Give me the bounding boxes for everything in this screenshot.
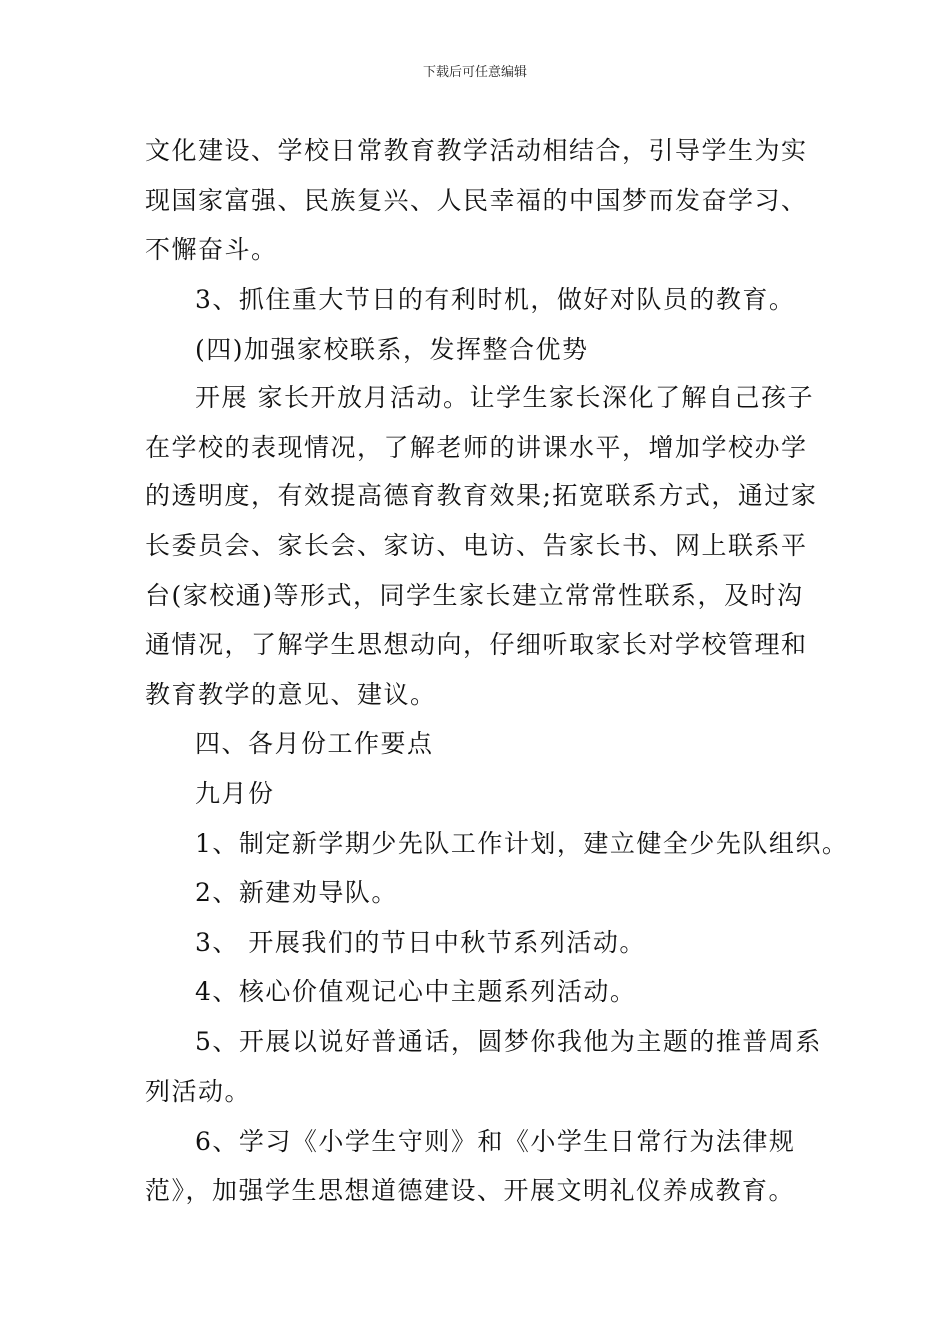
text-line: 开展 家长开放月活动。让学生家长深化了解自己孩子: [195, 383, 814, 412]
text-line: 的透明度，有效提高德育教育效果;拓宽联系方式，通过家: [145, 481, 818, 510]
text-line: 范》，加强学生思想道德建设、开展文明礼仪养成教育。: [145, 1176, 796, 1205]
text-line: 现国家富强、民族复兴、人民幸福的中国梦而发奋学习、: [145, 186, 808, 215]
month-heading: 九月份: [195, 779, 275, 808]
text-line: 文化建设、学校日常教育教学活动相结合，引导学生为实: [145, 136, 808, 165]
page-header: 下载后可任意编辑: [422, 65, 527, 80]
text-line: 不懈奋斗。: [145, 235, 278, 264]
list-item: 4、核心价值观记心中主题系列活动。: [195, 977, 637, 1006]
text-line: 长委员会、家长会、家访、电访、告家长书、网上联系平: [145, 531, 808, 560]
list-item: 3、 开展我们的节日中秋节系列活动。: [195, 928, 646, 957]
text-line: 3、抓住重大节日的有利时机，做好对队员的教育。: [195, 285, 796, 314]
list-item: 6、学习《小学生守则》和《小学生日常行为法律规: [195, 1127, 796, 1156]
section-heading: 四、各月份工作要点: [195, 729, 434, 758]
text-line: 通情况，了解学生思想动向，仔细听取家长对学校管理和: [145, 630, 808, 659]
section-heading: (四)加强家校联系，发挥整合优势: [195, 335, 589, 364]
text-line: 台(家校通)等形式，同学生家长建立常常性联系，及时沟: [145, 581, 804, 610]
text-line: 教育教学的意见、建议。: [145, 680, 437, 709]
list-item: 5、开展以说好普通话，圆梦你我他为主题的推普周系: [195, 1027, 822, 1056]
text-line: 列活动。: [145, 1077, 252, 1106]
list-item: 1、制定新学期少先队工作计划，建立健全少先队组织。: [195, 829, 849, 858]
list-item: 2、新建劝导队。: [195, 878, 398, 907]
text-line: 在学校的表现情况，了解老师的讲课水平，增加学校办学: [145, 433, 808, 462]
